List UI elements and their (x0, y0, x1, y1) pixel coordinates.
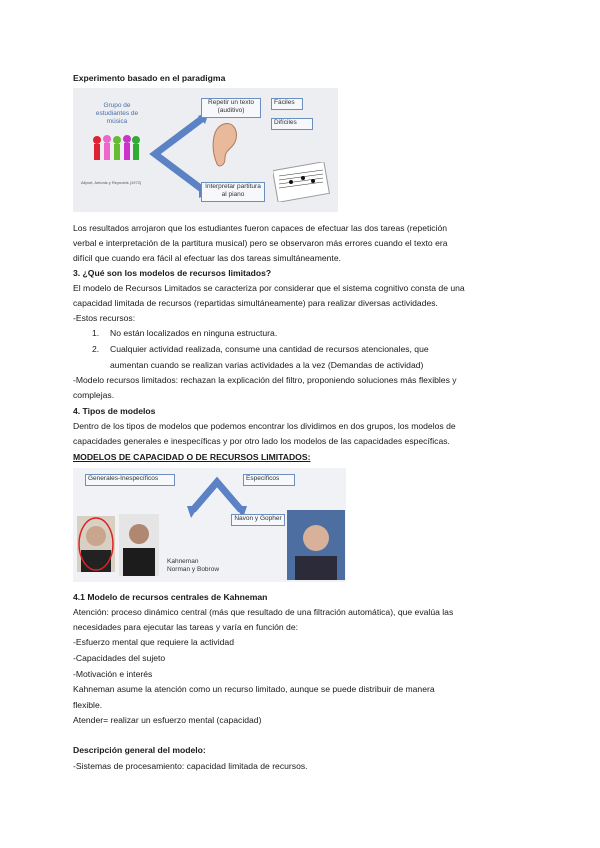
navon-photo (287, 510, 345, 580)
attention-line-3: -Esfuerzo mental que requiere la actividad (73, 637, 234, 647)
list-number-2: 2. (92, 344, 100, 354)
attention-line-7: flexible. (73, 700, 103, 710)
section-heading-4: 4. Tipos de modelos (73, 406, 156, 416)
description-line-1: -Sistemas de procesamiento: capacidad limitada de recursos. (73, 761, 308, 771)
limited-model-line-2: complejas. (73, 390, 115, 400)
models-figure (73, 468, 346, 582)
results-line-3: difícil que cuando era fácil al efectuar las dos tareas simultáneamente. (73, 253, 341, 263)
model-types-line-1: Dentro de los tipos de modelos que podemos encontrar los dividimos en dos grupos, los modelos de (73, 421, 456, 431)
attention-line-8: Atender= realizar un esfuerzo mental (capacidad) (73, 715, 262, 725)
ear-icon (209, 120, 239, 170)
attention-line-6: Kahneman asume la atención como un recurso limitado, aunque se puede distribuir de manera (73, 684, 435, 694)
section-heading-experiment: Experimento basado en el paradigma (73, 73, 226, 83)
kahneman-label: Kahneman (167, 558, 199, 565)
section-heading-4-1: 4.1 Modelo de recursos centrales de Kahneman (73, 592, 268, 602)
kahneman-photo (77, 516, 115, 572)
hard-label: Difíciles (271, 118, 313, 130)
attention-line-5: -Motivación e interés (73, 669, 153, 679)
experiment-figure (73, 88, 338, 212)
music-score-icon (273, 162, 331, 202)
interpret-score-box: Interpretar partitura al piano (201, 182, 265, 202)
easy-label: Fáciles (271, 98, 303, 110)
kahneman-caption (167, 558, 219, 574)
repeat-text-box: Repetir un texto (auditivo) (201, 98, 261, 118)
section-heading-description: Descripción general del modelo: (73, 745, 206, 755)
norman-photo (119, 514, 159, 576)
list-item-1: No están localizados en ninguna estructura. (110, 328, 278, 338)
results-line-1: Los resultados arrojaron que los estudiantes fueron capaces de efectuar las dos tareas (repetición (73, 223, 448, 233)
section-heading-3: 3. ¿Qué son los modelos de recursos limitados? (73, 268, 272, 278)
resources-intro: -Estos recursos: (73, 313, 136, 323)
attention-line-1: Atención: proceso dinámico central (más que resultado de una filtración automática), que evalúa las (73, 607, 454, 617)
results-line-2: verbal e interpretación de la partitura musical) pero se observaron más errores cuando el texto era (73, 238, 448, 248)
attention-line-2: necesidades para ejecutar las tareas y varía en función de: (73, 622, 299, 632)
specific-models-label: Específicos (243, 474, 295, 486)
figure-caption: Allport, Antonis y Reynolds (1972) (81, 180, 142, 185)
group-label: Grupo de estudiantes de música (95, 102, 139, 125)
list-item-2-line-1: Cualquier actividad realizada, consume una cantidad de recursos atencionales, que (110, 344, 429, 354)
navon-gopher-label: Navon y Gopher (231, 514, 285, 526)
list-item-2-line-2: aumentan cuando se realizan varias actividades a la vez (Demandas de actividad) (110, 360, 424, 370)
limited-resources-line-1: El modelo de Recursos Limitados se caracteriza por considerar que el sistema cognitivo consta de una (73, 283, 465, 293)
students-icon (91, 134, 141, 164)
models-heading: MODELOS DE CAPACIDAD O DE RECURSOS LIMITADOS: (73, 452, 311, 462)
attention-line-4: -Capacidades del sujeto (73, 653, 166, 663)
general-models-label: Generales-Inespecíficos (85, 474, 175, 486)
limited-resources-line-2: capacidad limitada de recursos (repartidas simultáneamente) para realizar diversas actividades. (73, 298, 438, 308)
norman-bobrow-label: Norman y Bobrow (167, 566, 220, 573)
list-number-1: 1. (92, 328, 100, 338)
limited-model-line-1: -Modelo recursos limitados: rechazan la explicación del filtro, proponiendo soluciones más flexibles y (73, 375, 457, 385)
model-types-line-2: capacidades generales e inespecíficas y por otro lado los modelos de las capacidades específicas. (73, 436, 450, 446)
